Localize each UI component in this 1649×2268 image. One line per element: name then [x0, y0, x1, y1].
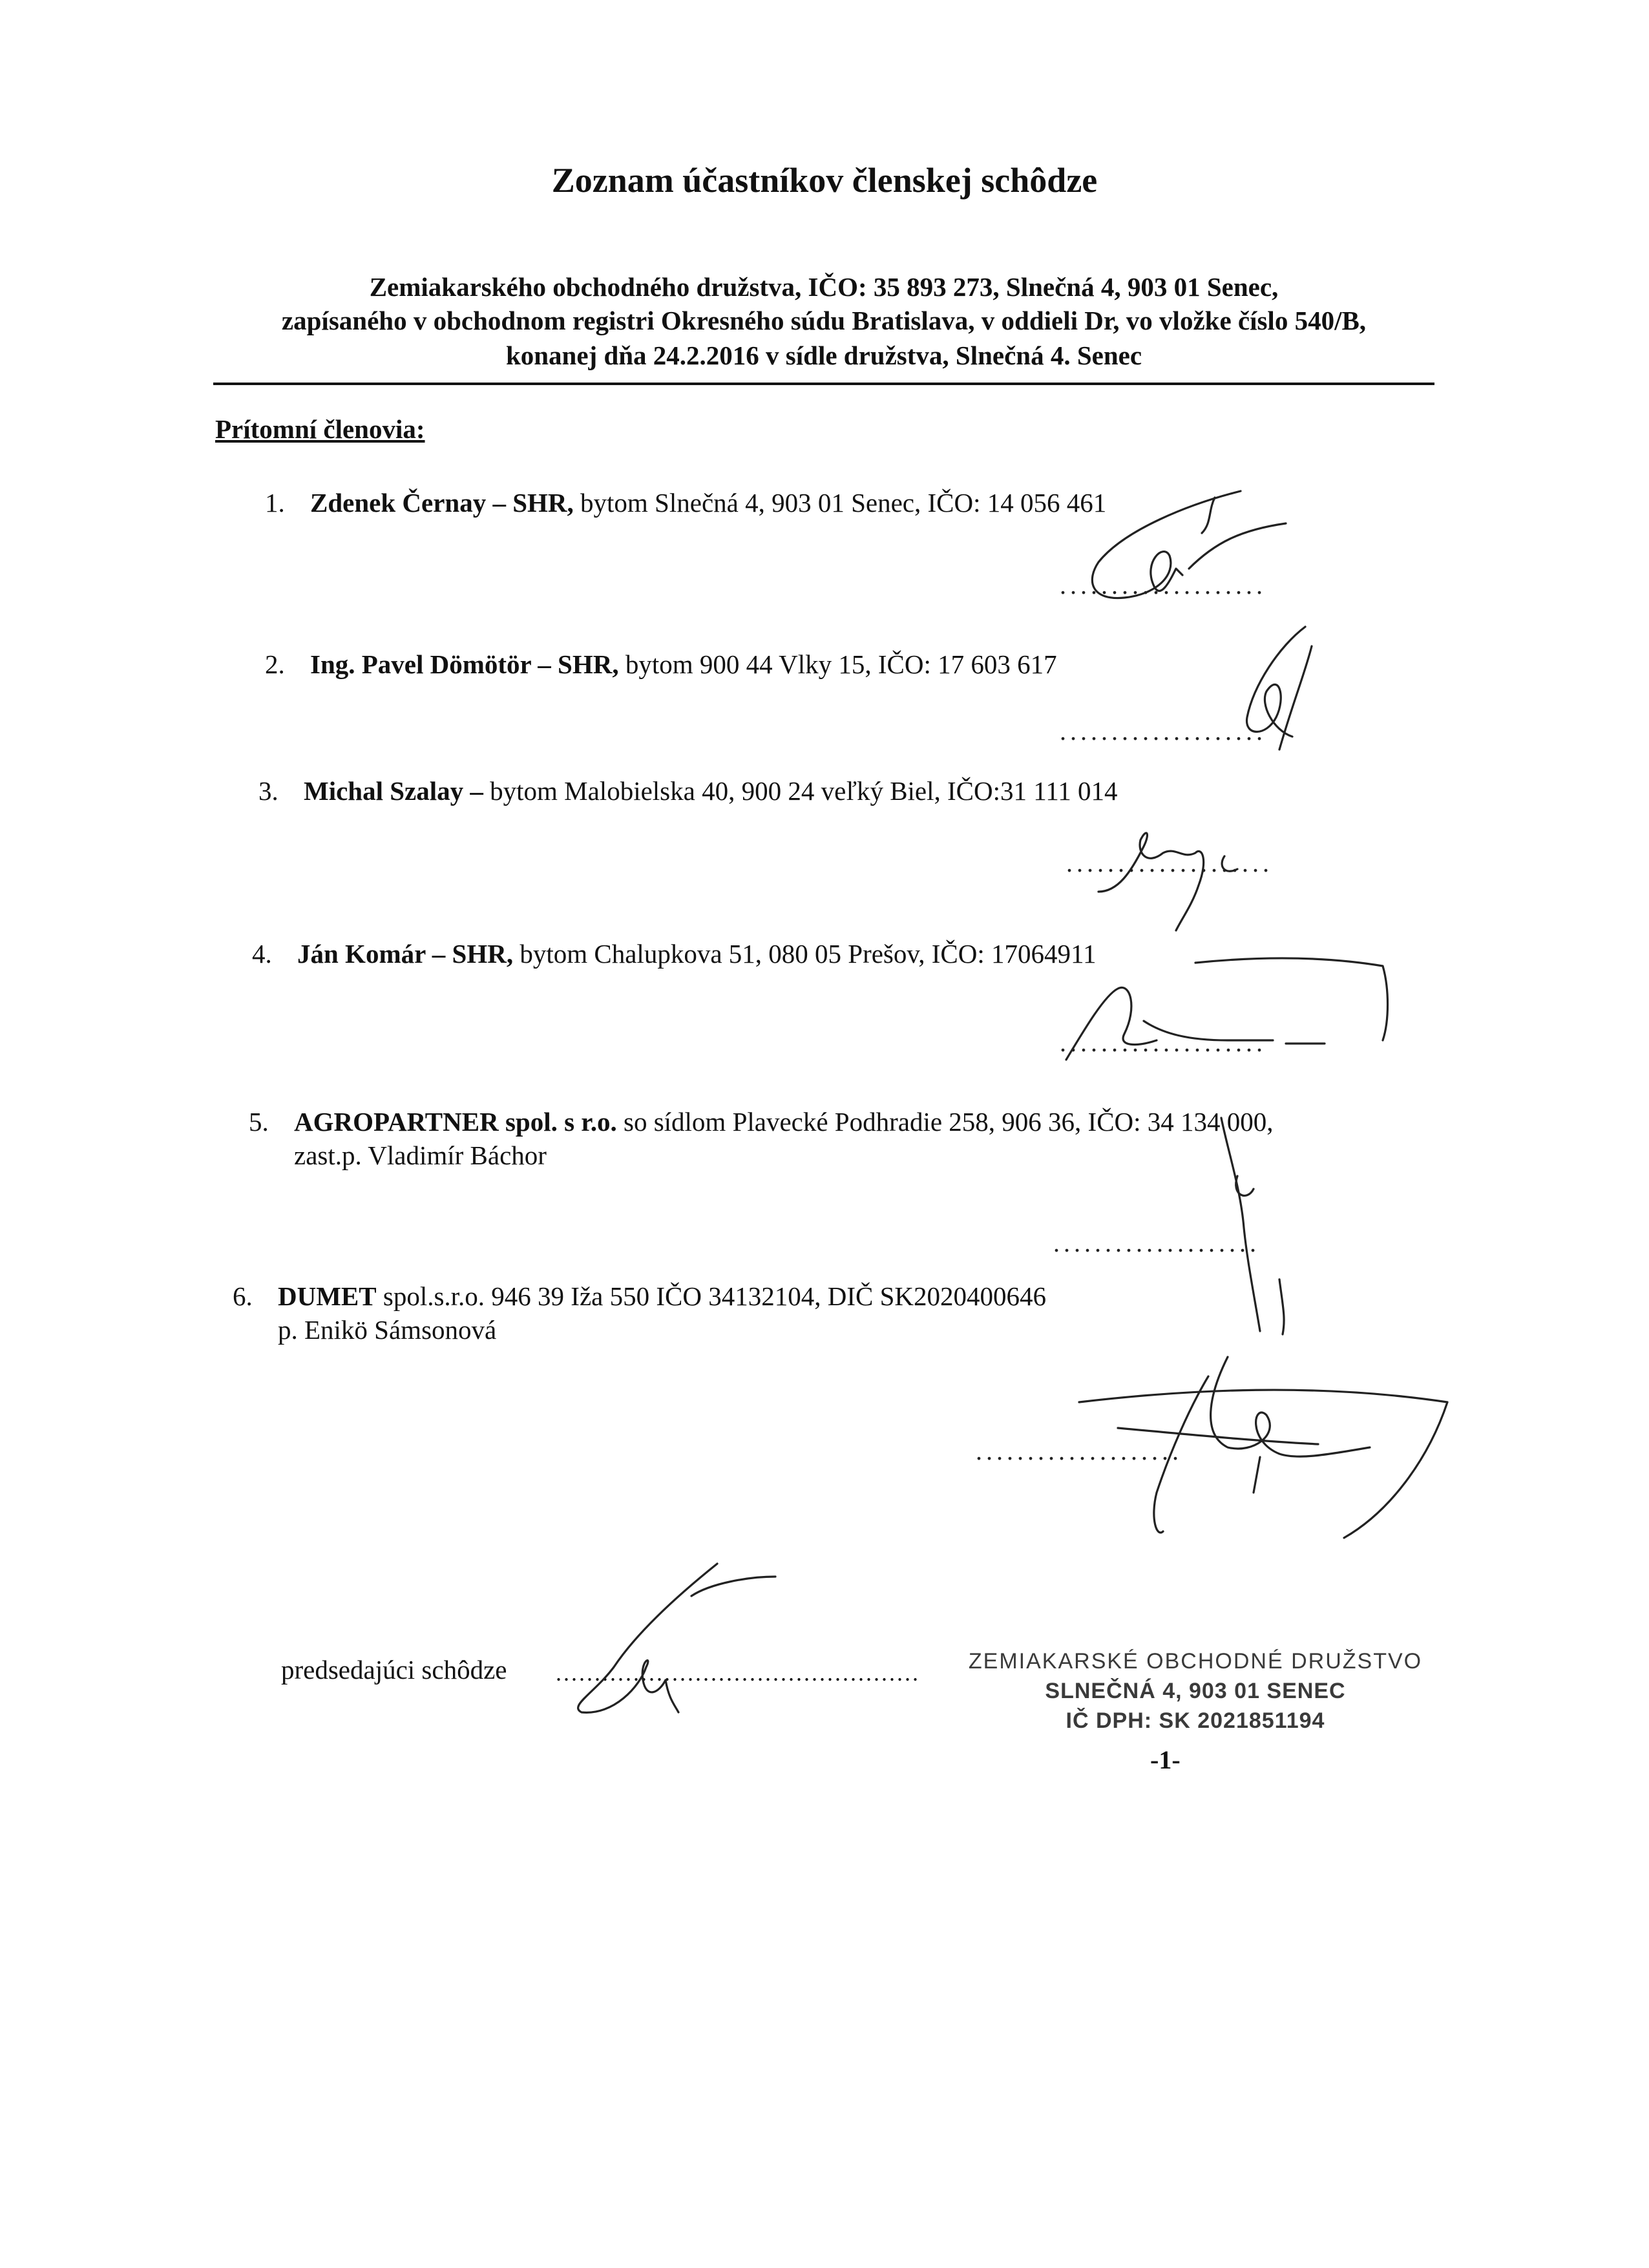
- member-details: spol.s.r.o. 946 39 Iža 550 IČO 34132104, DIČ SK2020400646: [376, 1281, 1046, 1311]
- member-representative: p. Enikö Sámsonová: [278, 1315, 497, 1345]
- signature-2: [1215, 620, 1331, 756]
- member-name: DUMET: [278, 1281, 377, 1311]
- company-stamp: [963, 1646, 1428, 1736]
- stamp-company-name: ZEMIAKARSKÉ OBCHODNÉ DRUŽSTVO: [968, 1649, 1423, 1674]
- chairman-label: predsedajúci schôdze: [281, 1655, 507, 1685]
- member-number: 3.: [258, 776, 278, 806]
- member-item-2: [265, 647, 1057, 681]
- signature-line-5: ....................: [1053, 1228, 1260, 1257]
- signature-line-1: ....................: [1060, 571, 1266, 600]
- member-number: 5.: [249, 1107, 269, 1137]
- member-item-4: [252, 937, 1096, 971]
- stamp-vat-id: IČ DPH: SK 2021851194: [1066, 1708, 1325, 1733]
- signature-line-2: ....................: [1060, 717, 1266, 746]
- member-item-1: [265, 486, 1106, 520]
- member-details: so sídlom Plavecké Podhradie 258, 906 36, IČO: 34 134 000,: [616, 1107, 1274, 1137]
- member-details: bytom Malobielska 40, 900 24 veľký Biel, IČO:31 111 014: [483, 776, 1118, 806]
- chairman-signature-line: ...............................................: [556, 1660, 920, 1686]
- header-line-3: konanej dňa 24.2.2016 v sídle družstva, Slnečná 4. Senec: [505, 341, 1142, 370]
- member-name: Zdenek Černay – SHR,: [310, 488, 574, 518]
- document-title: Zoznam účastníkov členskej schôdze: [551, 161, 1098, 200]
- header-line-1: Zemiakarského obchodného družstva, IČO: 35 893 273, Slnečná 4, 903 01 Senec,: [369, 272, 1279, 302]
- present-members-label: Prítomní členovia:: [215, 414, 425, 444]
- chairman-signature: [556, 1551, 801, 1719]
- member-name: Ing. Pavel Dömötör – SHR,: [310, 649, 619, 679]
- signature-line-4: ....................: [1060, 1028, 1266, 1057]
- page-number: -1-: [1150, 1745, 1181, 1774]
- member-number: 2.: [265, 649, 285, 679]
- member-number: 4.: [252, 939, 272, 969]
- signature-6: [1060, 1331, 1460, 1544]
- signature-line-6: ....................: [976, 1436, 1182, 1465]
- signature-line-3: ....................: [1066, 848, 1273, 877]
- member-name: AGROPARTNER spol. s r.o.: [294, 1107, 617, 1137]
- member-name: Michal Szalay –: [304, 776, 483, 806]
- member-number: 6.: [233, 1281, 253, 1311]
- signature-5: [1202, 1111, 1318, 1344]
- member-name: Ján Komár – SHR,: [297, 939, 514, 969]
- member-details: bytom Slnečná 4, 903 01 Senec, IČO: 14 056 461: [573, 488, 1107, 518]
- signature-4: [1047, 950, 1409, 1079]
- stamp-address: SLNEČNÁ 4, 903 01 SENEC: [1045, 1679, 1346, 1703]
- member-item-6: [233, 1279, 1046, 1347]
- member-number: 1.: [265, 488, 285, 518]
- member-item-3: [258, 774, 1117, 808]
- member-representative: zast.p. Vladimír Báchor: [294, 1140, 547, 1170]
- member-details: bytom 900 44 Vlky 15, IČO: 17 603 617: [618, 649, 1057, 679]
- member-details: bytom Chalupkova 51, 080 05 Prešov, IČO: 17064911: [513, 939, 1097, 969]
- signature-3: [1086, 795, 1299, 937]
- header-line-2: zapísaného v obchodnom registri Okresného súdu Bratislava, v oddieli Dr, vo vložke číslo 540/B,: [281, 306, 1367, 335]
- header-rule: [213, 383, 1434, 385]
- member-item-5: [249, 1105, 1274, 1172]
